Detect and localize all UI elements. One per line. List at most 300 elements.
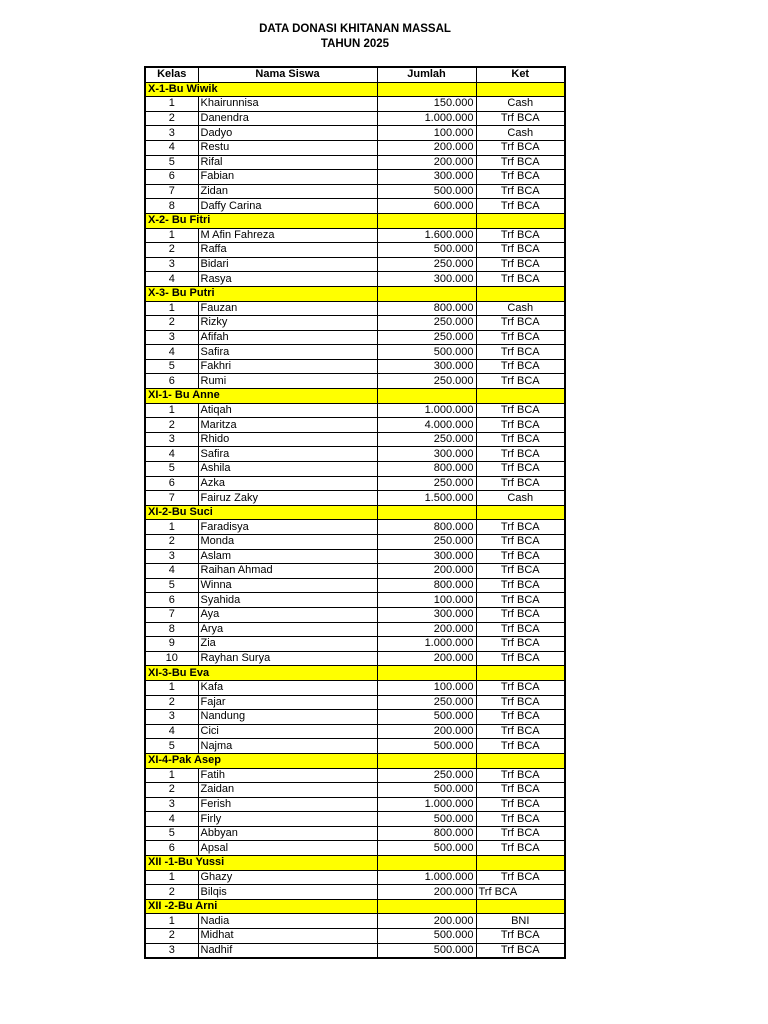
row-number: 3 xyxy=(145,126,198,141)
row-number: 4 xyxy=(145,272,198,287)
row-number: 4 xyxy=(145,564,198,579)
row-number: 3 xyxy=(145,943,198,958)
student-name: Kafa xyxy=(198,680,377,695)
group-ket-cell xyxy=(476,82,565,97)
table-row xyxy=(145,272,565,287)
row-number: 4 xyxy=(145,724,198,739)
student-name: Zaidan xyxy=(198,783,377,798)
donation-amount: 250.000 xyxy=(377,316,476,331)
donation-amount: 800.000 xyxy=(377,826,476,841)
donation-table xyxy=(144,66,566,959)
donation-amount: 500.000 xyxy=(377,710,476,725)
table-row xyxy=(145,184,565,199)
student-name: Zidan xyxy=(198,184,377,199)
table-row xyxy=(145,345,565,360)
table-row xyxy=(145,330,565,345)
donation-amount: 1.500.000 xyxy=(377,491,476,506)
row-number: 8 xyxy=(145,199,198,214)
table-row xyxy=(145,126,565,141)
student-name: Raffa xyxy=(198,243,377,258)
payment-note: Trf BCA xyxy=(476,812,565,827)
student-name: Nadia xyxy=(198,914,377,929)
row-number: 1 xyxy=(145,301,198,316)
donation-amount: 800.000 xyxy=(377,462,476,477)
student-name: Maritza xyxy=(198,418,377,433)
class-group-label: X-2- Bu Fitri xyxy=(145,213,377,228)
row-number: 5 xyxy=(145,578,198,593)
row-number: 4 xyxy=(145,345,198,360)
donation-amount: 600.000 xyxy=(377,199,476,214)
student-name: Azka xyxy=(198,476,377,491)
row-number: 3 xyxy=(145,257,198,272)
table-row xyxy=(145,841,565,856)
payment-note: Trf BCA xyxy=(476,768,565,783)
row-number: 1 xyxy=(145,914,198,929)
payment-note: Cash xyxy=(476,301,565,316)
table-row xyxy=(145,155,565,170)
donation-amount: 250.000 xyxy=(377,374,476,389)
student-name: Faradisya xyxy=(198,520,377,535)
table-row xyxy=(145,885,565,900)
payment-note: Trf BCA xyxy=(476,680,565,695)
row-number: 1 xyxy=(145,870,198,885)
group-jumlah-cell xyxy=(377,856,476,871)
table-row xyxy=(145,257,565,272)
payment-note: Trf BCA xyxy=(476,578,565,593)
table-row xyxy=(145,943,565,958)
payment-note: Cash xyxy=(476,491,565,506)
class-group-label: X-1-Bu Wiwik xyxy=(145,82,377,97)
student-name: Rasya xyxy=(198,272,377,287)
student-name: Restu xyxy=(198,140,377,155)
payment-note: Trf BCA xyxy=(476,418,565,433)
table-row xyxy=(145,170,565,185)
payment-note: Trf BCA xyxy=(476,272,565,287)
class-group-row xyxy=(145,856,565,871)
donation-amount: 300.000 xyxy=(377,447,476,462)
donation-amount: 1.000.000 xyxy=(377,403,476,418)
payment-note: Trf BCA xyxy=(476,710,565,725)
payment-note: Trf BCA xyxy=(476,228,565,243)
payment-note: Trf BCA xyxy=(476,520,565,535)
donation-amount: 100.000 xyxy=(377,680,476,695)
row-number: 2 xyxy=(145,243,198,258)
table-row xyxy=(145,549,565,564)
class-group-row xyxy=(145,505,565,520)
group-ket-cell xyxy=(476,856,565,871)
class-group-row xyxy=(145,899,565,914)
table-row xyxy=(145,870,565,885)
payment-note: Trf BCA xyxy=(476,199,565,214)
row-number: 1 xyxy=(145,228,198,243)
payment-note: Trf BCA xyxy=(476,447,565,462)
donation-amount: 500.000 xyxy=(377,929,476,944)
document-subtitle: TAHUN 2025 xyxy=(320,38,390,50)
group-jumlah-cell xyxy=(377,389,476,404)
group-jumlah-cell xyxy=(377,286,476,301)
student-name: Syahida xyxy=(198,593,377,608)
payment-note: Trf BCA xyxy=(476,929,565,944)
donation-amount: 200.000 xyxy=(377,885,476,900)
table-row xyxy=(145,651,565,666)
donation-amount: 200.000 xyxy=(377,622,476,637)
student-name: Zia xyxy=(198,637,377,652)
student-name: Fauzan xyxy=(198,301,377,316)
table-body xyxy=(145,82,565,958)
payment-note: Trf BCA xyxy=(476,607,565,622)
payment-note: Trf BCA xyxy=(476,374,565,389)
row-number: 2 xyxy=(145,535,198,550)
donation-amount: 200.000 xyxy=(377,651,476,666)
table-row xyxy=(145,520,565,535)
donation-amount: 300.000 xyxy=(377,359,476,374)
table-row xyxy=(145,739,565,754)
donation-amount: 800.000 xyxy=(377,520,476,535)
row-number: 7 xyxy=(145,607,198,622)
table-row xyxy=(145,607,565,622)
table-row xyxy=(145,359,565,374)
class-group-label: XI-2-Bu Suci xyxy=(145,505,377,520)
payment-note: Cash xyxy=(476,126,565,141)
row-number: 5 xyxy=(145,155,198,170)
class-group-label: XII -1-Bu Yussi xyxy=(145,856,377,871)
payment-note: Trf BCA xyxy=(476,549,565,564)
student-name: Fajar xyxy=(198,695,377,710)
student-name: Abbyan xyxy=(198,826,377,841)
row-number: 3 xyxy=(145,549,198,564)
student-name: Danendra xyxy=(198,111,377,126)
donation-amount: 300.000 xyxy=(377,272,476,287)
donation-amount: 200.000 xyxy=(377,724,476,739)
row-number: 3 xyxy=(145,797,198,812)
table-row xyxy=(145,228,565,243)
payment-note: BNI xyxy=(476,914,565,929)
row-number: 2 xyxy=(145,885,198,900)
student-name: Najma xyxy=(198,739,377,754)
row-number: 2 xyxy=(145,316,198,331)
payment-note: Trf BCA xyxy=(476,257,565,272)
row-number: 6 xyxy=(145,170,198,185)
payment-note: Cash xyxy=(476,97,565,112)
table-row xyxy=(145,403,565,418)
student-name: Aya xyxy=(198,607,377,622)
table-row xyxy=(145,812,565,827)
student-name: Khairunnisa xyxy=(198,97,377,112)
donation-amount: 300.000 xyxy=(377,549,476,564)
donation-amount: 300.000 xyxy=(377,170,476,185)
row-number: 4 xyxy=(145,140,198,155)
payment-note: Trf BCA xyxy=(476,359,565,374)
student-name: Bilqis xyxy=(198,885,377,900)
row-number: 10 xyxy=(145,651,198,666)
payment-note: Trf BCA xyxy=(476,476,565,491)
payment-note: Trf BCA xyxy=(476,739,565,754)
student-name: Arya xyxy=(198,622,377,637)
payment-note: Trf BCA xyxy=(476,695,565,710)
donation-amount: 250.000 xyxy=(377,432,476,447)
class-group-row xyxy=(145,213,565,228)
student-name: Daffy Carina xyxy=(198,199,377,214)
table-row xyxy=(145,622,565,637)
row-number: 1 xyxy=(145,403,198,418)
group-ket-cell xyxy=(476,899,565,914)
group-ket-cell xyxy=(476,753,565,768)
row-number: 5 xyxy=(145,462,198,477)
table-row xyxy=(145,199,565,214)
student-name: Afifah xyxy=(198,330,377,345)
student-name: Rizky xyxy=(198,316,377,331)
group-ket-cell xyxy=(476,213,565,228)
payment-note: Trf BCA xyxy=(476,637,565,652)
table-row xyxy=(145,476,565,491)
class-group-row xyxy=(145,753,565,768)
student-name: Atiqah xyxy=(198,403,377,418)
row-number: 5 xyxy=(145,739,198,754)
donation-amount: 250.000 xyxy=(377,330,476,345)
class-group-label: XI-3-Bu Eva xyxy=(145,666,377,681)
table-row xyxy=(145,97,565,112)
student-name: Rayhan Surya xyxy=(198,651,377,666)
donation-amount: 1.000.000 xyxy=(377,637,476,652)
table-row xyxy=(145,695,565,710)
donation-amount: 200.000 xyxy=(377,564,476,579)
student-name: Winna xyxy=(198,578,377,593)
payment-note: Trf BCA xyxy=(476,593,565,608)
table-row xyxy=(145,140,565,155)
row-number: 7 xyxy=(145,184,198,199)
donation-amount: 1.600.000 xyxy=(377,228,476,243)
payment-note: Trf BCA xyxy=(476,316,565,331)
payment-note: Trf BCA xyxy=(476,724,565,739)
row-number: 2 xyxy=(145,418,198,433)
payment-note: Trf BCA xyxy=(476,564,565,579)
payment-note: Trf BCA xyxy=(476,184,565,199)
student-name: Monda xyxy=(198,535,377,550)
student-name: Ferish xyxy=(198,797,377,812)
student-name: Ghazy xyxy=(198,870,377,885)
table-row xyxy=(145,914,565,929)
donation-amount: 500.000 xyxy=(377,739,476,754)
group-jumlah-cell xyxy=(377,213,476,228)
student-name: Rifal xyxy=(198,155,377,170)
student-name: Apsal xyxy=(198,841,377,856)
student-name: Dadyo xyxy=(198,126,377,141)
class-group-row xyxy=(145,389,565,404)
row-number: 1 xyxy=(145,520,198,535)
group-ket-cell xyxy=(476,286,565,301)
group-jumlah-cell xyxy=(377,82,476,97)
student-name: Rumi xyxy=(198,374,377,389)
row-number: 8 xyxy=(145,622,198,637)
donation-amount: 250.000 xyxy=(377,768,476,783)
row-number: 4 xyxy=(145,812,198,827)
group-jumlah-cell xyxy=(377,666,476,681)
payment-note: Trf BCA xyxy=(476,111,565,126)
table-row xyxy=(145,826,565,841)
payment-note: Trf BCA xyxy=(476,155,565,170)
class-group-row xyxy=(145,286,565,301)
student-name: Cici xyxy=(198,724,377,739)
table-row xyxy=(145,243,565,258)
student-name: Fatih xyxy=(198,768,377,783)
donation-amount: 1.000.000 xyxy=(377,797,476,812)
donation-amount: 100.000 xyxy=(377,126,476,141)
payment-note: Trf BCA xyxy=(476,826,565,841)
student-name: Bidari xyxy=(198,257,377,272)
row-number: 5 xyxy=(145,826,198,841)
row-number: 1 xyxy=(145,768,198,783)
row-number: 6 xyxy=(145,374,198,389)
table-row xyxy=(145,783,565,798)
student-name: Safira xyxy=(198,345,377,360)
row-number: 7 xyxy=(145,491,198,506)
table-row xyxy=(145,593,565,608)
student-name: Fabian xyxy=(198,170,377,185)
donation-amount: 4.000.000 xyxy=(377,418,476,433)
header-jumlah: Jumlah xyxy=(377,67,476,82)
donation-amount: 500.000 xyxy=(377,812,476,827)
donation-amount: 500.000 xyxy=(377,184,476,199)
donation-amount: 200.000 xyxy=(377,914,476,929)
row-number: 2 xyxy=(145,783,198,798)
row-number: 1 xyxy=(145,97,198,112)
class-group-label: XI-1- Bu Anne xyxy=(145,389,377,404)
payment-note: Trf BCA xyxy=(476,797,565,812)
row-number: 2 xyxy=(145,695,198,710)
table-row xyxy=(145,462,565,477)
student-name: Firly xyxy=(198,812,377,827)
row-number: 6 xyxy=(145,476,198,491)
header-kelas: Kelas xyxy=(145,67,198,82)
row-number: 5 xyxy=(145,359,198,374)
donation-amount: 100.000 xyxy=(377,593,476,608)
donation-amount: 500.000 xyxy=(377,345,476,360)
row-number: 6 xyxy=(145,593,198,608)
payment-note: Trf BCA xyxy=(476,841,565,856)
payment-note: Trf BCA xyxy=(476,885,565,900)
header-row xyxy=(145,67,565,82)
class-group-label: XI-4-Pak Asep xyxy=(145,753,377,768)
row-number: 3 xyxy=(145,330,198,345)
row-number: 3 xyxy=(145,432,198,447)
student-name: Aslam xyxy=(198,549,377,564)
row-number: 2 xyxy=(145,111,198,126)
table-row xyxy=(145,578,565,593)
header-ket: Ket xyxy=(476,67,565,82)
group-jumlah-cell xyxy=(377,753,476,768)
student-name: Midhat xyxy=(198,929,377,944)
group-ket-cell xyxy=(476,505,565,520)
student-name: M Afin Fahreza xyxy=(198,228,377,243)
donation-amount: 800.000 xyxy=(377,578,476,593)
group-ket-cell xyxy=(476,666,565,681)
table-row xyxy=(145,491,565,506)
donation-amount: 1.000.000 xyxy=(377,111,476,126)
table-row xyxy=(145,418,565,433)
donation-amount: 250.000 xyxy=(377,476,476,491)
payment-note: Trf BCA xyxy=(476,535,565,550)
donation-amount: 250.000 xyxy=(377,695,476,710)
table-row xyxy=(145,111,565,126)
student-name: Safira xyxy=(198,447,377,462)
student-name: Rhido xyxy=(198,432,377,447)
payment-note: Trf BCA xyxy=(476,622,565,637)
student-name: Ashila xyxy=(198,462,377,477)
student-name: Nadhif xyxy=(198,943,377,958)
table-row xyxy=(145,301,565,316)
student-name: Fakhri xyxy=(198,359,377,374)
student-name: Raihan Ahmad xyxy=(198,564,377,579)
donation-amount: 300.000 xyxy=(377,607,476,622)
donation-amount: 500.000 xyxy=(377,783,476,798)
student-name: Nandung xyxy=(198,710,377,725)
table-row xyxy=(145,374,565,389)
donation-amount: 500.000 xyxy=(377,841,476,856)
payment-note: Trf BCA xyxy=(476,870,565,885)
payment-note: Trf BCA xyxy=(476,140,565,155)
payment-note: Trf BCA xyxy=(476,243,565,258)
group-jumlah-cell xyxy=(377,505,476,520)
table-row xyxy=(145,710,565,725)
donation-amount: 250.000 xyxy=(377,257,476,272)
payment-note: Trf BCA xyxy=(476,432,565,447)
class-group-label: X-3- Bu Putri xyxy=(145,286,377,301)
row-number: 6 xyxy=(145,841,198,856)
table-row xyxy=(145,447,565,462)
table-row xyxy=(145,680,565,695)
payment-note: Trf BCA xyxy=(476,330,565,345)
payment-note: Trf BCA xyxy=(476,345,565,360)
row-number: 4 xyxy=(145,447,198,462)
table-row xyxy=(145,724,565,739)
donation-amount: 1.000.000 xyxy=(377,870,476,885)
table-row xyxy=(145,316,565,331)
payment-note: Trf BCA xyxy=(476,403,565,418)
table-row xyxy=(145,432,565,447)
table-row xyxy=(145,637,565,652)
table-row xyxy=(145,564,565,579)
row-number: 1 xyxy=(145,680,198,695)
row-number: 9 xyxy=(145,637,198,652)
payment-note: Trf BCA xyxy=(476,462,565,477)
row-number: 2 xyxy=(145,929,198,944)
donation-amount: 200.000 xyxy=(377,140,476,155)
donation-amount: 500.000 xyxy=(377,943,476,958)
table-row xyxy=(145,535,565,550)
row-number: 3 xyxy=(145,710,198,725)
header-nama-siswa: Nama Siswa xyxy=(198,67,377,82)
payment-note: Trf BCA xyxy=(476,943,565,958)
payment-note: Trf BCA xyxy=(476,783,565,798)
class-group-label: XII -2-Bu Arni xyxy=(145,899,377,914)
class-group-row xyxy=(145,82,565,97)
table-row xyxy=(145,929,565,944)
group-jumlah-cell xyxy=(377,899,476,914)
table-row xyxy=(145,768,565,783)
donation-amount: 250.000 xyxy=(377,535,476,550)
donation-amount: 800.000 xyxy=(377,301,476,316)
document-title: DATA DONASI KHITANAN MASSAL xyxy=(259,23,451,35)
donation-amount: 200.000 xyxy=(377,155,476,170)
table-row xyxy=(145,797,565,812)
class-group-row xyxy=(145,666,565,681)
student-name: Fairuz Zaky xyxy=(198,491,377,506)
donation-amount: 500.000 xyxy=(377,243,476,258)
donation-amount: 150.000 xyxy=(377,97,476,112)
group-ket-cell xyxy=(476,389,565,404)
payment-note: Trf BCA xyxy=(476,170,565,185)
payment-note: Trf BCA xyxy=(476,651,565,666)
